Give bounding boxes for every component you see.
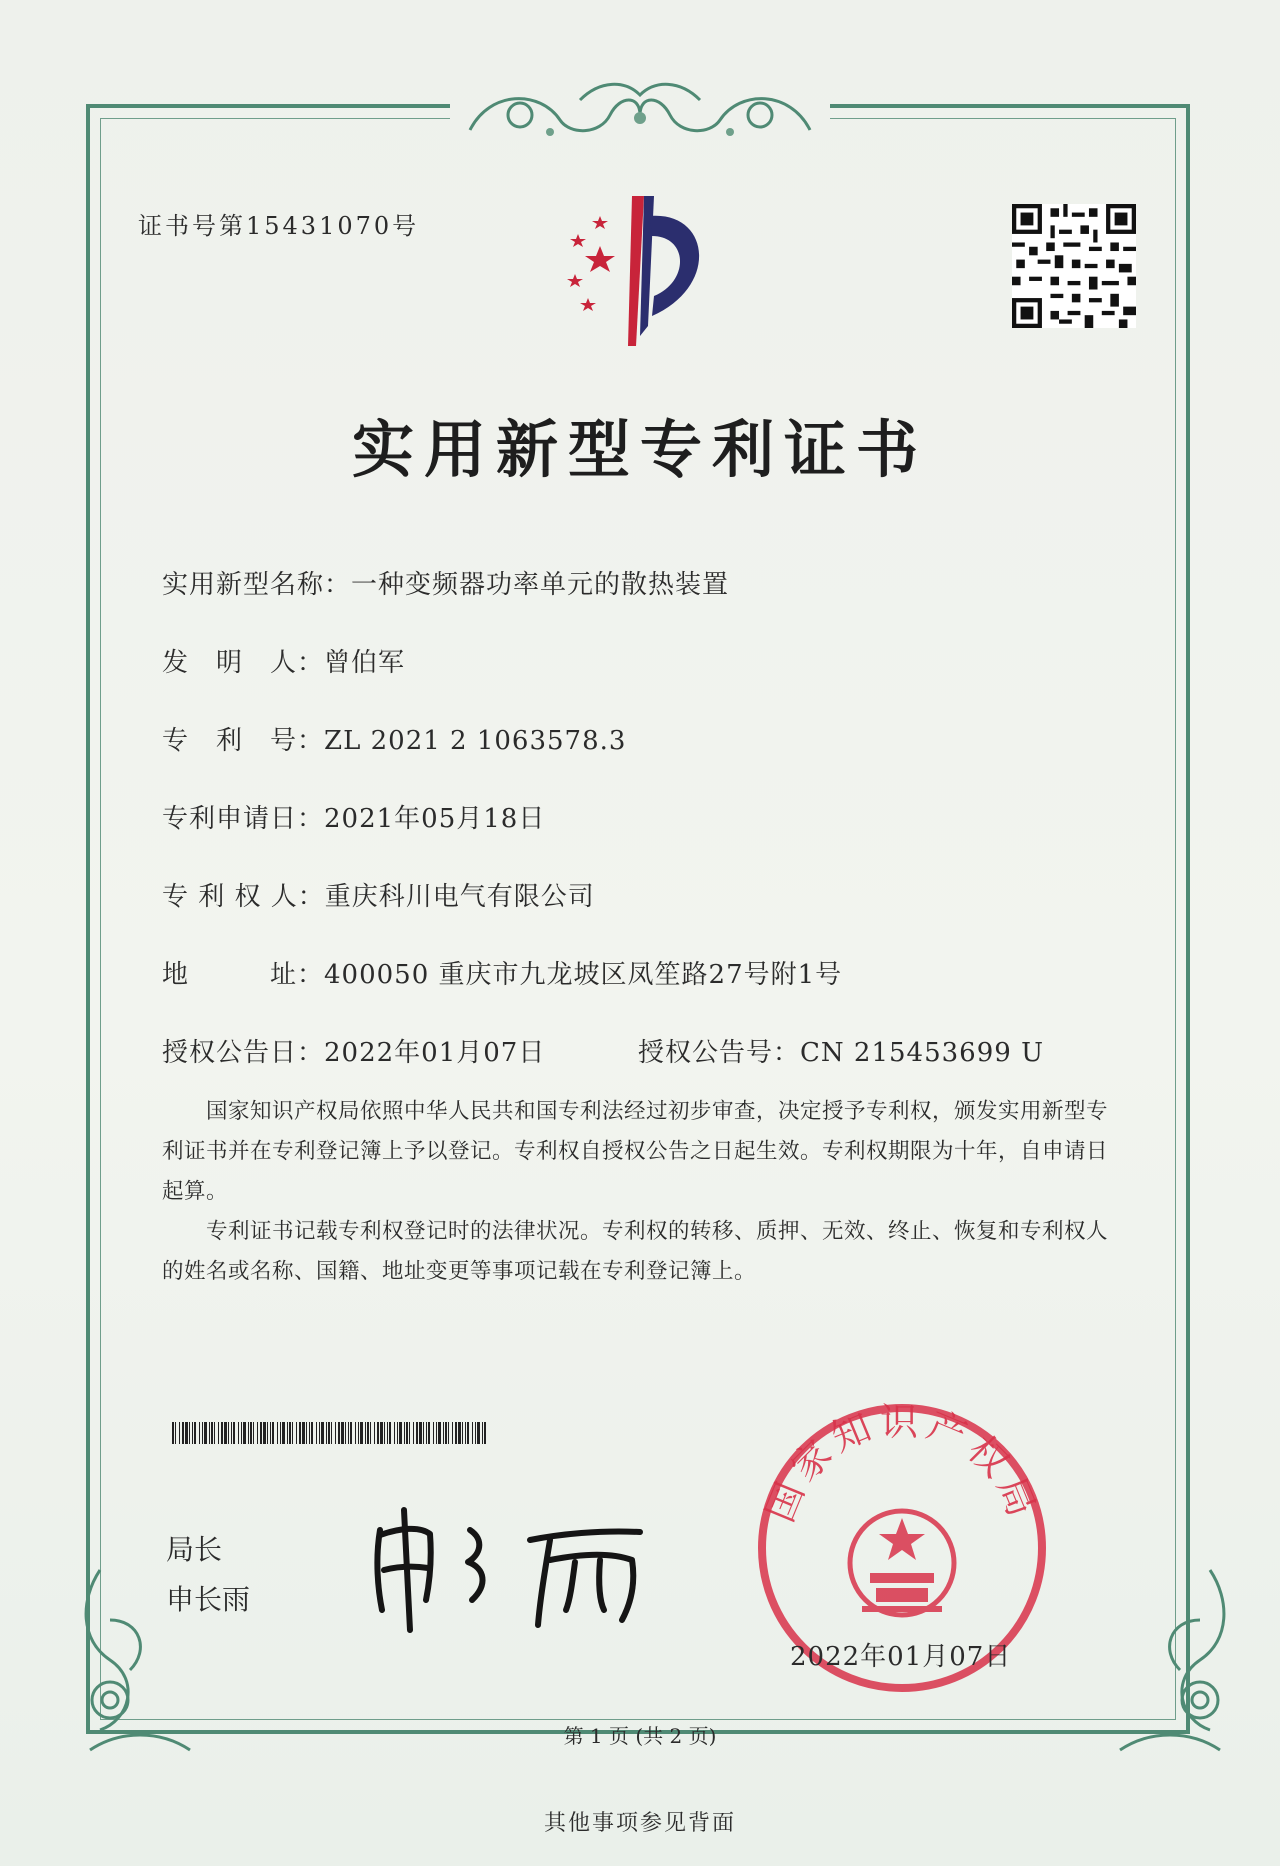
patent-number-value: ZL 2021 2 1063578.3 bbox=[324, 726, 627, 756]
back-note: 其他事项参见背面 bbox=[543, 1811, 736, 1836]
utility-model-name-value: 一种变频器功率单元的散热装置 bbox=[351, 570, 730, 600]
patentee-field bbox=[162, 876, 595, 913]
inventor-label: 发 明 人： bbox=[162, 648, 325, 678]
application-date-label: 专利申请日： bbox=[162, 804, 325, 834]
grant-announcement-number-value: CN 215453699 U bbox=[800, 1038, 1044, 1068]
certificate-number: 证书号第15431070号 bbox=[138, 212, 420, 240]
grant-announcement-date-label: 授权公告日： bbox=[162, 1038, 325, 1068]
body-paragraph: 国家知识产权局依照中华人民共和国专利法经过初步审查，决定授予专利权，颁发实用新型专利证书并在专利登记簿上予以登记。专利权自授权公告之日起生效。专利权期限为十年，自申请日起算。 bbox=[162, 1099, 1109, 1204]
utility-model-name-field bbox=[162, 564, 729, 601]
grant-announcement-date-value: 2022年01月07日 bbox=[324, 1038, 546, 1068]
qr-code bbox=[1012, 204, 1136, 328]
certificate-body-text bbox=[162, 1092, 1114, 1292]
body-paragraph: 专利证书记载专利权登记时的法律状况。专利权的转移、质押、无效、终止、恢复和专利权人的姓名或名称、国籍、地址变更等事项记载在专利登记簿上。 bbox=[162, 1219, 1109, 1284]
grant-announcement-date-field bbox=[162, 1032, 545, 1069]
barcode bbox=[172, 1422, 488, 1444]
address-value: 400050 重庆市九龙坡区凤笙路27号附1号 bbox=[324, 960, 843, 990]
patentee-label: 专 利 权 人： bbox=[162, 882, 325, 912]
patentee-value: 重庆科川电气有限公司 bbox=[324, 882, 595, 912]
cnipa-logo bbox=[540, 196, 740, 356]
inventor-value: 曾伯军 bbox=[324, 648, 406, 678]
director-title: 局长 bbox=[166, 1533, 223, 1566]
page-indicator: 第 1 页 (共 2 页) bbox=[563, 1724, 717, 1748]
address-label: 地 址： bbox=[162, 960, 325, 990]
director-signature bbox=[360, 1490, 660, 1640]
certificate-title: 实用新型专利证书 bbox=[351, 413, 928, 486]
patent-number-field bbox=[162, 720, 626, 757]
address-field bbox=[162, 954, 842, 991]
application-date-value: 2021年05月18日 bbox=[324, 804, 546, 834]
grant-announcement-number-field bbox=[638, 1032, 1044, 1069]
seal-date: 2022年01月07日 bbox=[790, 1642, 1012, 1672]
inventor-field bbox=[162, 642, 405, 679]
director-name: 申长雨 bbox=[166, 1583, 251, 1616]
seal-text: 国家知识产权局 bbox=[757, 1399, 1047, 1529]
patent-number-label: 专 利 号： bbox=[162, 726, 325, 756]
top-ornament bbox=[450, 70, 830, 150]
utility-model-name-label: 实用新型名称： bbox=[162, 570, 352, 600]
grant-announcement-number-label: 授权公告号： bbox=[638, 1038, 801, 1068]
application-date-field bbox=[162, 798, 545, 835]
